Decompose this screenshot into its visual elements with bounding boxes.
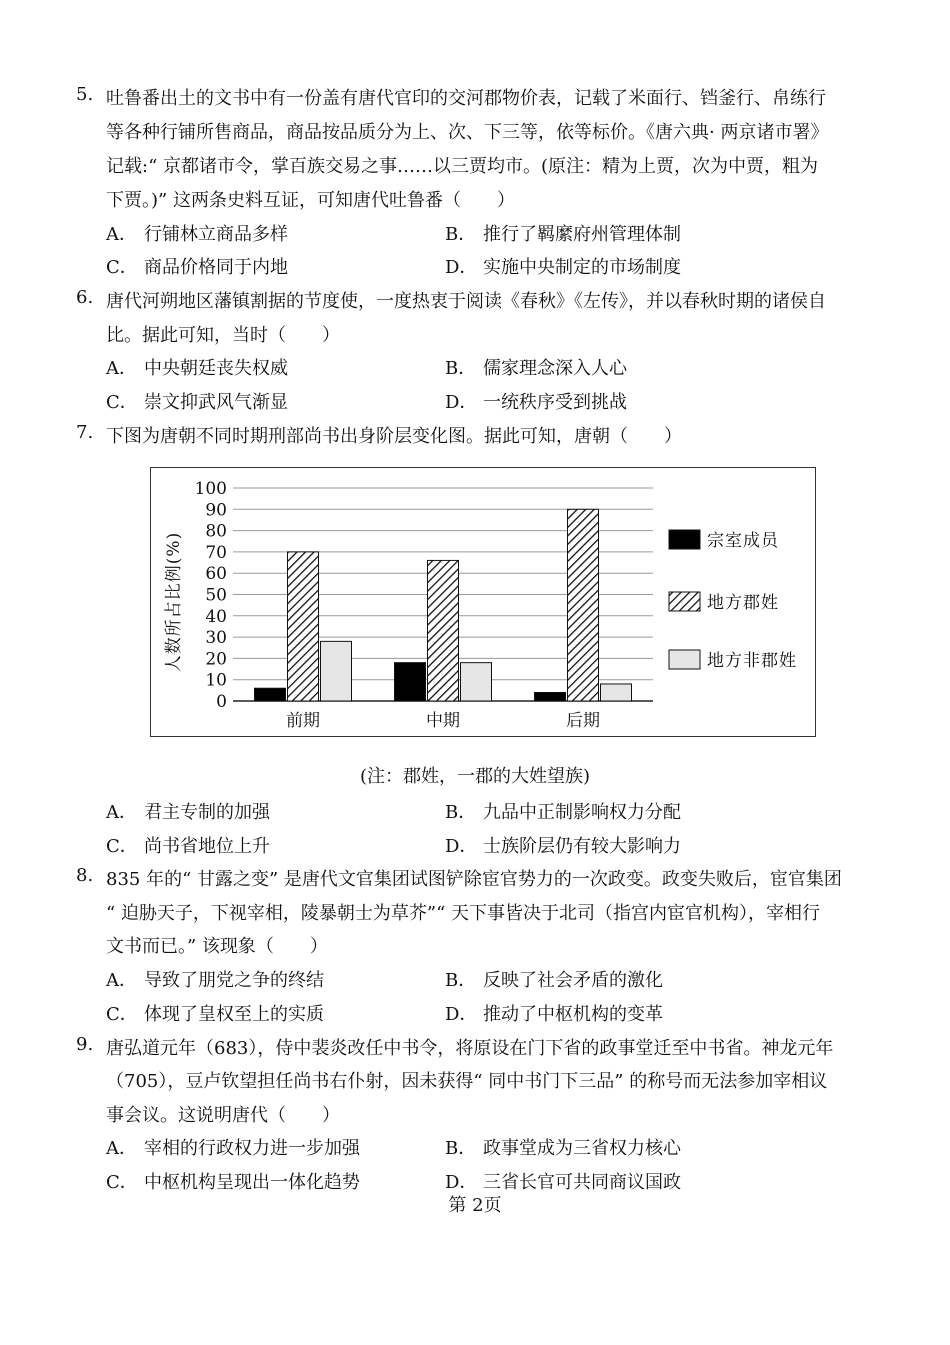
option-c[interactable]: C． 中枢机构呈现出一体化趋势	[106, 1172, 360, 1193]
bar-2-3	[568, 509, 599, 701]
x-tick-label: 前期	[286, 711, 320, 731]
option-b[interactable]: B． 推行了羁縻府州管理体制	[445, 224, 681, 245]
option-a[interactable]: A． 宰相的行政权力进一步加强	[106, 1138, 360, 1159]
option-d[interactable]: D． 三省长官可共同商议国政	[445, 1172, 681, 1193]
question-text-line: 吐鲁番出土的文书中有一份盖有唐代官印的交河郡物价表，记载了米面行、铛釜行、帛练行	[106, 88, 826, 109]
bar-1-3	[535, 692, 566, 701]
question-text-line: （705），豆卢钦望担任尚书右仆射，因未获得“ 同中书门下三品” 的称号而无法参加宰相议	[106, 1071, 828, 1092]
bar-3-2	[461, 663, 492, 701]
question-number: 9.	[76, 1034, 94, 1055]
bar-2-2	[428, 560, 459, 701]
y-tick-label: 60	[205, 564, 227, 585]
question-text-line: 唐代河朔地区藩镇割据的节度使，一度热衷于阅读《春秋》《左传》，并以春秋时期的诸侯自	[106, 291, 826, 312]
question-text-line: 下贾。)” 这两条史料互证，可知唐代吐鲁番（ ）	[106, 190, 515, 211]
option-b[interactable]: B． 政事堂成为三省权力核心	[445, 1138, 681, 1159]
y-tick-label: 10	[205, 670, 227, 691]
y-tick-label: 0	[216, 692, 227, 712]
y-axis-label: 人数所占比例(%)	[164, 531, 184, 673]
option-d[interactable]: D． 实施中央制定的市场制度	[445, 257, 681, 278]
bar-1-1	[255, 688, 286, 701]
legend-label: 地方郡姓	[707, 593, 779, 613]
question-text-line: “ 迫胁天子，下视宰相，陵暴朝士为草芥”“ 天下事皆决于北司（指宫内宦官机构），宰相行	[106, 903, 821, 924]
y-tick-label: 80	[205, 521, 227, 542]
y-tick-label: 20	[205, 649, 227, 670]
option-a[interactable]: A． 行铺林立商品多样	[106, 224, 288, 245]
y-tick-label: 40	[205, 606, 227, 627]
chart-note: (注：郡姓，一郡的大姓望族)	[359, 766, 591, 787]
y-tick-label: 90	[205, 500, 227, 521]
question-text-line: 比。据此可知，当时（ ）	[106, 325, 340, 346]
bar-3-1	[321, 641, 352, 701]
y-tick-label: 30	[205, 628, 227, 649]
option-a[interactable]: A． 君主专制的加强	[106, 802, 270, 823]
question-text-line: 记载:“ 京都诸市令，掌百族交易之事……以三贾均市。(原注：精为上贾，次为中贾，粗为	[106, 156, 819, 177]
bar-chart-svg	[151, 468, 817, 738]
legend-swatch	[669, 530, 700, 549]
x-tick-label: 后期	[566, 711, 600, 731]
legend-swatch	[669, 592, 700, 611]
question-text-line: 835 年的“ 甘露之变” 是唐代文官集团试图铲除宦官势力的一次政变。政变失败后，宦官集团	[106, 869, 842, 890]
option-d[interactable]: D． 士族阶层仍有较大影响力	[445, 836, 681, 857]
bar-2-1	[288, 552, 319, 701]
option-a[interactable]: A． 中央朝廷丧失权威	[106, 358, 288, 379]
option-c[interactable]: C． 尚书省地位上升	[106, 836, 270, 857]
legend-swatch	[669, 650, 700, 669]
option-c[interactable]: C． 商品价格同于内地	[106, 257, 288, 278]
question-text-line: 唐弘道元年（683），侍中裴炎改任中书令，将原设在门下省的政事堂迁至中书省。神龙元年	[106, 1038, 834, 1059]
bar-3-3	[601, 684, 632, 701]
option-d[interactable]: D． 一统秩序受到挑战	[445, 392, 627, 413]
legend-label: 地方非郡姓	[707, 651, 797, 671]
page-number: 第 2页	[448, 1195, 502, 1216]
question-text-line: 事会议。这说明唐代（ ）	[106, 1105, 340, 1126]
option-c[interactable]: C． 体现了皇权至上的实质	[106, 1004, 324, 1025]
question-number: 8.	[76, 865, 94, 886]
question-number: 6.	[76, 287, 94, 308]
option-c[interactable]: C． 崇文抑武风气渐显	[106, 392, 288, 413]
x-tick-label: 中期	[426, 711, 460, 731]
y-tick-label: 70	[205, 542, 227, 563]
question-number: 7.	[76, 422, 94, 443]
option-d[interactable]: D． 推动了中枢机构的变革	[445, 1004, 663, 1025]
option-b[interactable]: B． 儒家理念深入人心	[445, 358, 627, 379]
y-tick-label: 100	[194, 479, 227, 499]
question-text-line: 下图为唐朝不同时期刑部尚书出身阶层变化图。据此可知，唐朝（ ）	[106, 426, 682, 447]
question-text-line: 等各种行铺所售商品，商品按品质分为上、次、下三等，依等标价。《唐六典· 两京诸市署》	[106, 122, 829, 143]
question-number: 5.	[76, 84, 94, 105]
bar-1-2	[395, 663, 426, 701]
question-text-line: 文书而已。” 该现象（ ）	[106, 936, 328, 957]
option-a[interactable]: A． 导致了朋党之争的终结	[106, 970, 324, 991]
option-b[interactable]: B． 反映了社会矛盾的激化	[445, 970, 663, 991]
bar-chart	[150, 467, 816, 737]
legend-label: 宗室成员	[707, 531, 779, 551]
y-tick-label: 50	[205, 585, 227, 606]
option-b[interactable]: B． 九品中正制影响权力分配	[445, 802, 681, 823]
